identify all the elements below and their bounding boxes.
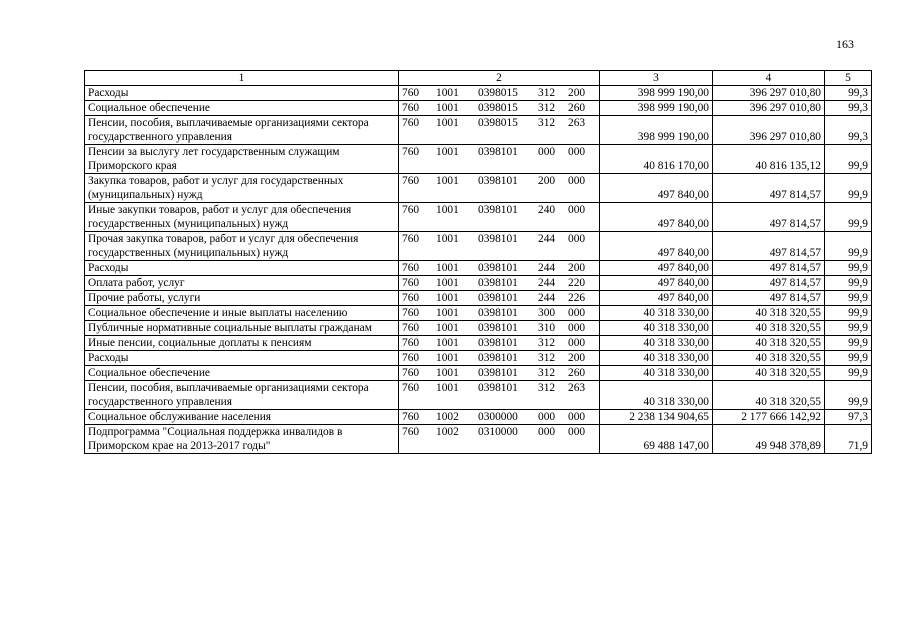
code-3: 0398101	[478, 204, 518, 216]
row-value-4: 40 318 320,55	[713, 321, 825, 336]
code-2: 1001	[436, 367, 459, 379]
row-codes	[399, 232, 600, 261]
row-value-5: 99,9	[825, 145, 872, 174]
code-1: 760	[402, 277, 420, 289]
code-3: 0398101	[478, 367, 518, 379]
code-4: 244	[538, 262, 556, 274]
row-value-4: 497 814,57	[713, 232, 825, 261]
budget-table	[84, 70, 872, 454]
code-1: 760	[402, 352, 420, 364]
row-codes	[399, 336, 600, 351]
table-row	[85, 425, 872, 454]
table-row	[85, 203, 872, 232]
row-codes	[399, 321, 600, 336]
code-5: 000	[568, 175, 586, 187]
row-value-4: 40 318 320,55	[713, 351, 825, 366]
table-row	[85, 306, 872, 321]
code-5: 000	[568, 146, 586, 158]
row-name: Иные пенсии, социальные доплаты к пенсиям	[85, 336, 399, 351]
row-value-4: 49 948 378,89	[713, 425, 825, 454]
row-value-4: 2 177 666 142,92	[713, 410, 825, 425]
code-3: 0398101	[478, 277, 518, 289]
row-value-3: 40 318 330,00	[600, 336, 713, 351]
code-5: 000	[568, 307, 586, 319]
row-codes	[399, 116, 600, 145]
code-2: 1001	[436, 262, 459, 274]
code-5: 000	[568, 204, 586, 216]
row-value-3: 398 999 190,00	[600, 116, 713, 145]
row-name: Пенсии, пособия, выплачиваемые организациями сектора государственного управления	[85, 381, 399, 410]
row-value-4: 497 814,57	[713, 276, 825, 291]
row-value-4: 396 297 010,80	[713, 101, 825, 116]
code-2: 1001	[436, 117, 459, 129]
row-value-3: 40 318 330,00	[600, 321, 713, 336]
row-value-4: 40 318 320,55	[713, 381, 825, 410]
row-value-3: 40 318 330,00	[600, 366, 713, 381]
row-value-5: 99,9	[825, 336, 872, 351]
row-value-4: 40 318 320,55	[713, 336, 825, 351]
table-row	[85, 351, 872, 366]
code-2: 1001	[436, 307, 459, 319]
code-4: 244	[538, 292, 556, 304]
table-row	[85, 366, 872, 381]
code-4: 000	[538, 411, 556, 423]
row-value-5: 99,9	[825, 381, 872, 410]
code-4: 000	[538, 146, 556, 158]
row-codes	[399, 276, 600, 291]
code-4: 240	[538, 204, 556, 216]
code-4: 300	[538, 307, 556, 319]
row-name: Социальное обеспечение	[85, 101, 399, 116]
row-value-3: 40 318 330,00	[600, 351, 713, 366]
row-value-3: 69 488 147,00	[600, 425, 713, 454]
row-codes	[399, 366, 600, 381]
code-4: 312	[538, 337, 556, 349]
row-name: Прочие работы, услуги	[85, 291, 399, 306]
code-1: 760	[402, 87, 420, 99]
table-row	[85, 276, 872, 291]
row-name: Расходы	[85, 351, 399, 366]
row-codes	[399, 410, 600, 425]
code-1: 760	[402, 411, 420, 423]
row-name: Прочая закупка товаров, работ и услуг для обеспечения государственных (муниципальных) нужд	[85, 232, 399, 261]
code-1: 760	[402, 426, 420, 438]
code-2: 1001	[436, 175, 459, 187]
row-codes	[399, 291, 600, 306]
code-1: 760	[402, 102, 420, 114]
table-row	[85, 86, 872, 101]
table-row	[85, 145, 872, 174]
code-4: 312	[538, 117, 556, 129]
code-2: 1002	[436, 426, 459, 438]
header-cell-1: 1	[85, 71, 399, 86]
row-value-5: 99,9	[825, 291, 872, 306]
row-codes	[399, 145, 600, 174]
code-4: 312	[538, 102, 556, 114]
row-codes	[399, 101, 600, 116]
header-cell-3: 3	[600, 71, 713, 86]
code-3: 0398101	[478, 233, 518, 245]
code-4: 312	[538, 382, 556, 394]
code-4: 312	[538, 87, 556, 99]
row-value-4: 40 816 135,12	[713, 145, 825, 174]
row-value-5: 99,9	[825, 321, 872, 336]
table-row	[85, 101, 872, 116]
row-codes	[399, 381, 600, 410]
code-3: 0398101	[478, 262, 518, 274]
code-3: 0398015	[478, 102, 518, 114]
row-value-5: 99,3	[825, 101, 872, 116]
code-1: 760	[402, 307, 420, 319]
code-3: 0300000	[478, 411, 518, 423]
row-codes	[399, 351, 600, 366]
row-value-3: 40 318 330,00	[600, 306, 713, 321]
code-5: 000	[568, 426, 586, 438]
row-value-5: 99,9	[825, 306, 872, 321]
code-3: 0398101	[478, 292, 518, 304]
code-5: 000	[568, 233, 586, 245]
code-4: 200	[538, 175, 556, 187]
code-3: 0310000	[478, 426, 518, 438]
row-codes	[399, 86, 600, 101]
code-4: 000	[538, 426, 556, 438]
code-4: 312	[538, 367, 556, 379]
row-value-3: 398 999 190,00	[600, 86, 713, 101]
row-value-4: 497 814,57	[713, 291, 825, 306]
code-5: 000	[568, 322, 586, 334]
header-cell-5: 5	[825, 71, 872, 86]
row-name: Пенсии за выслугу лет государственным служащим Приморского края	[85, 145, 399, 174]
table-row	[85, 410, 872, 425]
code-5: 226	[568, 292, 586, 304]
row-value-3: 2 238 134 904,65	[600, 410, 713, 425]
row-name: Закупка товаров, работ и услуг для государственных (муниципальных) нужд	[85, 174, 399, 203]
code-1: 760	[402, 175, 420, 187]
code-2: 1001	[436, 87, 459, 99]
code-5: 263	[568, 382, 586, 394]
row-value-5: 97,3	[825, 410, 872, 425]
code-5: 220	[568, 277, 586, 289]
code-1: 760	[402, 233, 420, 245]
code-1: 760	[402, 146, 420, 158]
row-value-4: 40 318 320,55	[713, 366, 825, 381]
table-row	[85, 232, 872, 261]
row-value-5: 99,9	[825, 174, 872, 203]
code-5: 260	[568, 102, 586, 114]
table-row	[85, 174, 872, 203]
code-2: 1001	[436, 146, 459, 158]
row-codes	[399, 425, 600, 454]
row-value-5: 99,9	[825, 203, 872, 232]
table-row	[85, 381, 872, 410]
code-4: 244	[538, 277, 556, 289]
page-number: 163	[836, 37, 854, 51]
code-3: 0398015	[478, 87, 518, 99]
row-value-4: 497 814,57	[713, 174, 825, 203]
row-value-3: 497 840,00	[600, 203, 713, 232]
table-row	[85, 291, 872, 306]
row-codes	[399, 174, 600, 203]
code-3: 0398101	[478, 337, 518, 349]
table-row	[85, 321, 872, 336]
row-name: Социальное обеспечение и иные выплаты населению	[85, 306, 399, 321]
code-2: 1001	[436, 292, 459, 304]
code-3: 0398101	[478, 307, 518, 319]
row-value-3: 398 999 190,00	[600, 101, 713, 116]
code-5: 200	[568, 352, 586, 364]
row-value-4: 396 297 010,80	[713, 116, 825, 145]
row-value-3: 40 318 330,00	[600, 381, 713, 410]
code-2: 1001	[436, 204, 459, 216]
code-5: 263	[568, 117, 586, 129]
row-name: Социальное обслуживание населения	[85, 410, 399, 425]
row-value-3: 497 840,00	[600, 174, 713, 203]
row-value-3: 497 840,00	[600, 291, 713, 306]
row-value-3: 40 816 170,00	[600, 145, 713, 174]
code-3: 0398101	[478, 352, 518, 364]
code-3: 0398101	[478, 382, 518, 394]
code-2: 1001	[436, 277, 459, 289]
code-4: 244	[538, 233, 556, 245]
row-value-4: 497 814,57	[713, 261, 825, 276]
code-5: 200	[568, 262, 586, 274]
row-name: Пенсии, пособия, выплачиваемые организациями сектора государственного управления	[85, 116, 399, 145]
code-2: 1001	[436, 322, 459, 334]
row-codes	[399, 261, 600, 276]
code-1: 760	[402, 337, 420, 349]
row-value-3: 497 840,00	[600, 261, 713, 276]
code-1: 760	[402, 262, 420, 274]
row-value-3: 497 840,00	[600, 276, 713, 291]
code-2: 1001	[436, 233, 459, 245]
row-value-5: 99,9	[825, 276, 872, 291]
code-1: 760	[402, 322, 420, 334]
code-1: 760	[402, 367, 420, 379]
row-name: Оплата работ, услуг	[85, 276, 399, 291]
row-value-4: 396 297 010,80	[713, 86, 825, 101]
row-value-5: 99,3	[825, 116, 872, 145]
row-name: Иные закупки товаров, работ и услуг для обеспечения государственных (муниципальных) нужд	[85, 203, 399, 232]
code-5: 200	[568, 87, 586, 99]
code-4: 310	[538, 322, 556, 334]
code-2: 1002	[436, 411, 459, 423]
row-value-5: 71,9	[825, 425, 872, 454]
code-5: 260	[568, 367, 586, 379]
row-value-4: 497 814,57	[713, 203, 825, 232]
row-value-5: 99,9	[825, 366, 872, 381]
code-3: 0398101	[478, 175, 518, 187]
code-2: 1001	[436, 352, 459, 364]
row-value-3: 497 840,00	[600, 232, 713, 261]
header-row	[85, 71, 872, 86]
header-cell-4: 4	[713, 71, 825, 86]
row-value-5: 99,9	[825, 232, 872, 261]
code-3: 0398101	[478, 146, 518, 158]
row-name: Публичные нормативные социальные выплаты гражданам	[85, 321, 399, 336]
code-1: 760	[402, 292, 420, 304]
row-name: Расходы	[85, 86, 399, 101]
code-5: 000	[568, 411, 586, 423]
row-codes	[399, 203, 600, 232]
row-value-5: 99,9	[825, 351, 872, 366]
table-row	[85, 261, 872, 276]
code-2: 1001	[436, 102, 459, 114]
code-1: 760	[402, 117, 420, 129]
code-4: 312	[538, 352, 556, 364]
table-row	[85, 116, 872, 145]
code-1: 760	[402, 204, 420, 216]
code-5: 000	[568, 337, 586, 349]
code-3: 0398101	[478, 322, 518, 334]
row-name: Расходы	[85, 261, 399, 276]
code-2: 1001	[436, 382, 459, 394]
row-value-5: 99,3	[825, 86, 872, 101]
table-row	[85, 336, 872, 351]
row-name: Социальное обеспечение	[85, 366, 399, 381]
code-1: 760	[402, 382, 420, 394]
header-cell-2: 2	[399, 71, 600, 86]
row-name: Подпрограмма "Социальная поддержка инвалидов в Приморском крае на 2013-2017 годы"	[85, 425, 399, 454]
code-3: 0398015	[478, 117, 518, 129]
row-value-5: 99,9	[825, 261, 872, 276]
code-2: 1001	[436, 337, 459, 349]
row-value-4: 40 318 320,55	[713, 306, 825, 321]
row-codes	[399, 306, 600, 321]
